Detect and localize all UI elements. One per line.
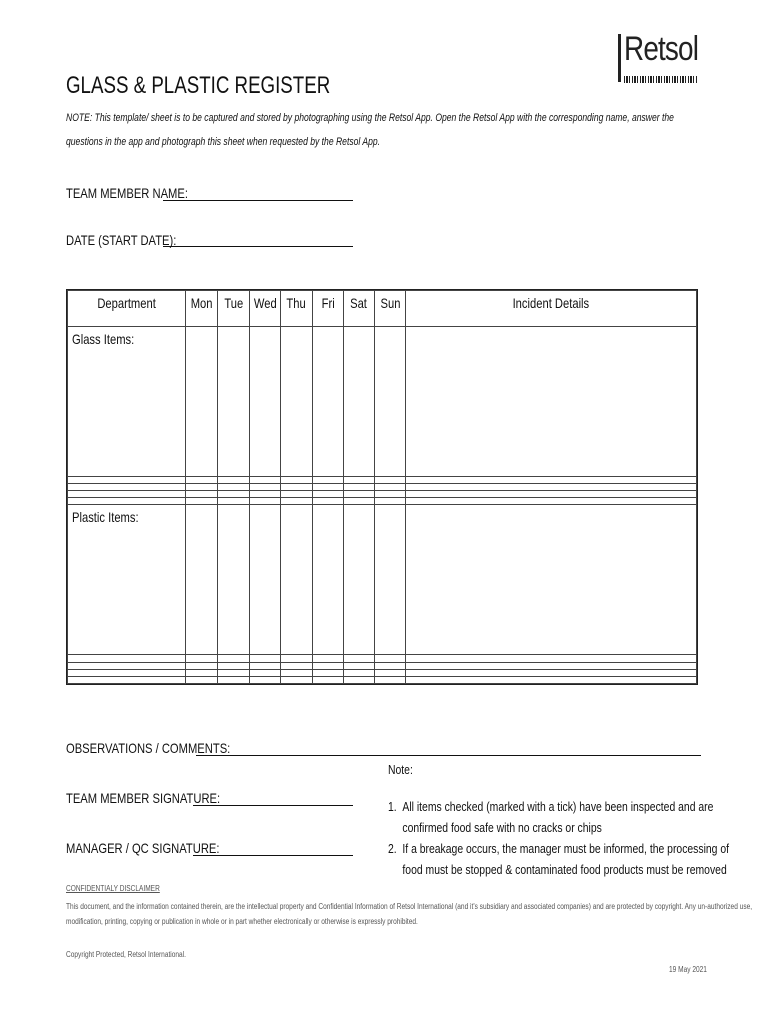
notes-heading: Note: bbox=[388, 762, 413, 777]
table-row bbox=[68, 655, 697, 662]
notes-list bbox=[388, 796, 770, 880]
manager-signature-label: MANAGER / QC SIGNATURE: bbox=[66, 840, 220, 856]
section-glass-items: Glass Items: bbox=[68, 327, 186, 477]
table-row bbox=[68, 484, 697, 491]
note-text: If a breakage occurs, the manager must be informed, the processing of food must be stopped & contaminated food products must be removed bbox=[402, 841, 730, 877]
header-sun: Sun bbox=[375, 291, 406, 327]
date-start-label: DATE (START DATE): bbox=[66, 232, 177, 248]
team-member-name-label: TEAM MEMBER NAME: bbox=[66, 185, 188, 201]
team-member-signature-line[interactable] bbox=[193, 805, 353, 806]
team-member-name-line[interactable] bbox=[163, 200, 353, 201]
table-row bbox=[68, 498, 697, 505]
table-row bbox=[68, 476, 697, 483]
disclaimer-title: CONFIDENTIALY DISCLAIMER bbox=[66, 884, 160, 893]
document-note: NOTE: This template/ sheet is to be captured and stored by photographing using the Retsol App. Open the Retsol App with the corresponding name, answer the questions in the app and photograph this sheet when requested by the Retsol App. bbox=[66, 112, 674, 148]
table-row bbox=[68, 676, 697, 683]
note-item bbox=[388, 838, 738, 880]
date-start-line[interactable] bbox=[163, 246, 353, 247]
header-thu: Thu bbox=[281, 291, 313, 327]
register-table bbox=[66, 289, 698, 685]
document-title: GLASS & PLASTIC REGISTER bbox=[66, 72, 331, 99]
header-incident-details: Incident Details bbox=[406, 291, 697, 327]
table-row bbox=[68, 662, 697, 669]
header-fri: Fri bbox=[313, 291, 344, 327]
table-row bbox=[68, 327, 697, 477]
copyright-text: Copyright Protected, Retsol International. bbox=[66, 950, 186, 959]
manager-signature-line[interactable] bbox=[193, 855, 353, 856]
table-row bbox=[68, 491, 697, 498]
header-sat: Sat bbox=[344, 291, 375, 327]
header-mon: Mon bbox=[186, 291, 218, 327]
team-member-signature-label: TEAM MEMBER SIGNATURE: bbox=[66, 790, 221, 806]
note-number: 1. bbox=[388, 799, 397, 814]
observations-label: OBSERVATIONS / COMMENTS: bbox=[66, 740, 231, 756]
note-number: 2. bbox=[388, 841, 397, 856]
observations-line[interactable] bbox=[196, 755, 701, 756]
table-header-row bbox=[68, 291, 697, 327]
logo-barcode bbox=[624, 76, 698, 83]
disclaimer-line-1: This document, and the information contained therein, are the intellectual property and Confidential Information of Retsol International (and it's subsidiary and associated companies) and are protected by copyright. Any un-authorized use, bbox=[66, 902, 753, 911]
section-plastic-items: Plastic Items: bbox=[68, 505, 186, 655]
table-row bbox=[68, 505, 697, 655]
note-item bbox=[388, 796, 738, 838]
header-tue: Tue bbox=[218, 291, 250, 327]
note-text: All items checked (marked with a tick) have been inspected and are confirmed food safe with no cracks or chips bbox=[402, 799, 714, 835]
header-wed: Wed bbox=[250, 291, 281, 327]
header-department: Department bbox=[68, 291, 186, 327]
logo-bar bbox=[618, 34, 621, 82]
table-row bbox=[68, 669, 697, 676]
retsol-logo bbox=[618, 30, 700, 84]
disclaimer-line-2: modification, printing, copying or publication in whole or in part whether electronically or otherwise is expressly prohibited. bbox=[66, 917, 418, 926]
document-date: 19 May 2021 bbox=[669, 965, 707, 974]
logo-text: Retsol bbox=[624, 30, 699, 68]
